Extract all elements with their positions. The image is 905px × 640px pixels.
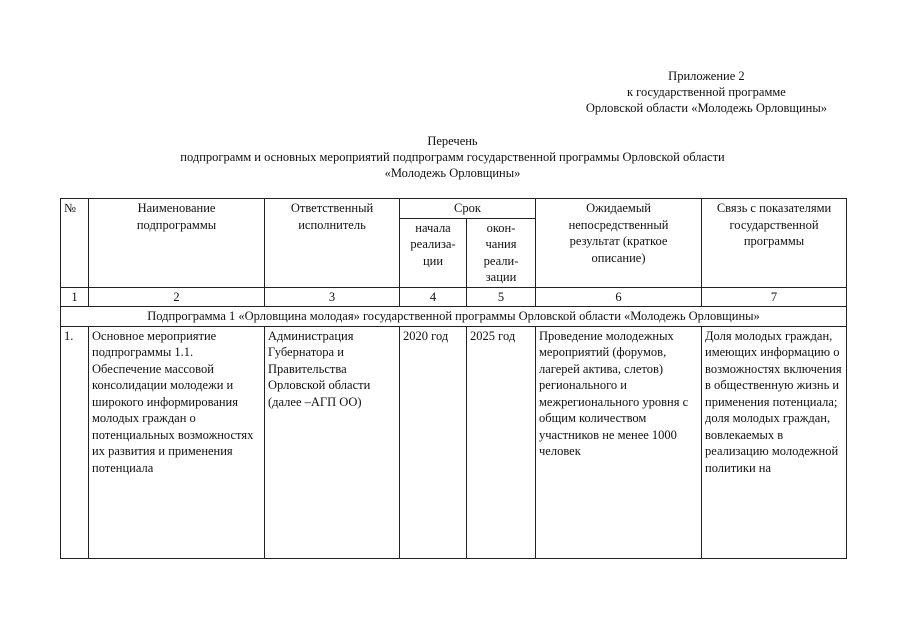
subprogram-row bbox=[61, 307, 847, 327]
column-numbers-row bbox=[61, 287, 847, 307]
row-link: Доля молодых граждан, имеющих информацию о возможностях включения в общественную жизнь и применения потенциала; доля молодых граждан, вовлекаемых в реализацию молодежной политики на bbox=[702, 326, 847, 558]
table-header-row-1 bbox=[61, 199, 847, 219]
row-num: 1. bbox=[61, 326, 89, 558]
appendix-line-2: к государственной программе bbox=[626, 85, 786, 99]
row-executor: Администрация Губернатора и Правительства Орловской области (далее –АГП ОО) bbox=[265, 326, 400, 558]
colnum-6: 6 bbox=[536, 287, 702, 307]
colnum-1: 1 bbox=[61, 287, 89, 307]
colnum-5: 5 bbox=[467, 287, 536, 307]
colnum-7: 7 bbox=[702, 287, 847, 307]
colnum-2: 2 bbox=[89, 287, 265, 307]
colnum-3: 3 bbox=[265, 287, 400, 307]
header-num: № bbox=[61, 199, 89, 288]
title-line-1: Перечень bbox=[427, 134, 478, 148]
appendix-header bbox=[586, 68, 827, 116]
row-end: 2025 год bbox=[467, 326, 536, 558]
row-name: Основное мероприятие подпрограммы 1.1. Обеспечение массовой консолидации молодежи и широкого информирования молодых граждан о потенциальных возможностях их развития и применения потенциала bbox=[89, 326, 265, 558]
header-result: Ожидаемый непосредственный результат (краткое описание) bbox=[536, 199, 702, 288]
programs-table bbox=[60, 198, 847, 559]
table-row bbox=[61, 326, 847, 558]
header-end: окон-чания реали-зации bbox=[467, 218, 536, 287]
header-executor: Ответственный исполнитель bbox=[265, 199, 400, 288]
header-name: Наименование подпрограммы bbox=[89, 199, 265, 288]
subprogram-title: Подпрограмма 1 «Орловщина молодая» государственной программы Орловской области «Молодежь Орловщины» bbox=[61, 307, 847, 327]
appendix-line-1: Приложение 2 bbox=[668, 69, 745, 83]
header-start: начала реализа-ции bbox=[400, 218, 467, 287]
header-link: Связь с показателями государственной программы bbox=[702, 199, 847, 288]
appendix-line-3: Орловской области «Молодежь Орловщины» bbox=[585, 101, 827, 115]
row-start: 2020 год bbox=[400, 326, 467, 558]
row-result: Проведение молодежных мероприятий (форумов, лагерей актива, слетов) регионального и межрегионального уровня с общим количеством участников не менее 1000 человек bbox=[536, 326, 702, 558]
document-title bbox=[0, 133, 905, 181]
header-term: Срок bbox=[400, 199, 536, 219]
title-line-3: «Молодежь Орловщины» bbox=[384, 166, 521, 180]
title-line-2: подпрограмм и основных мероприятий подпрограмм государственной программы Орловской области bbox=[180, 150, 725, 164]
colnum-4: 4 bbox=[400, 287, 467, 307]
